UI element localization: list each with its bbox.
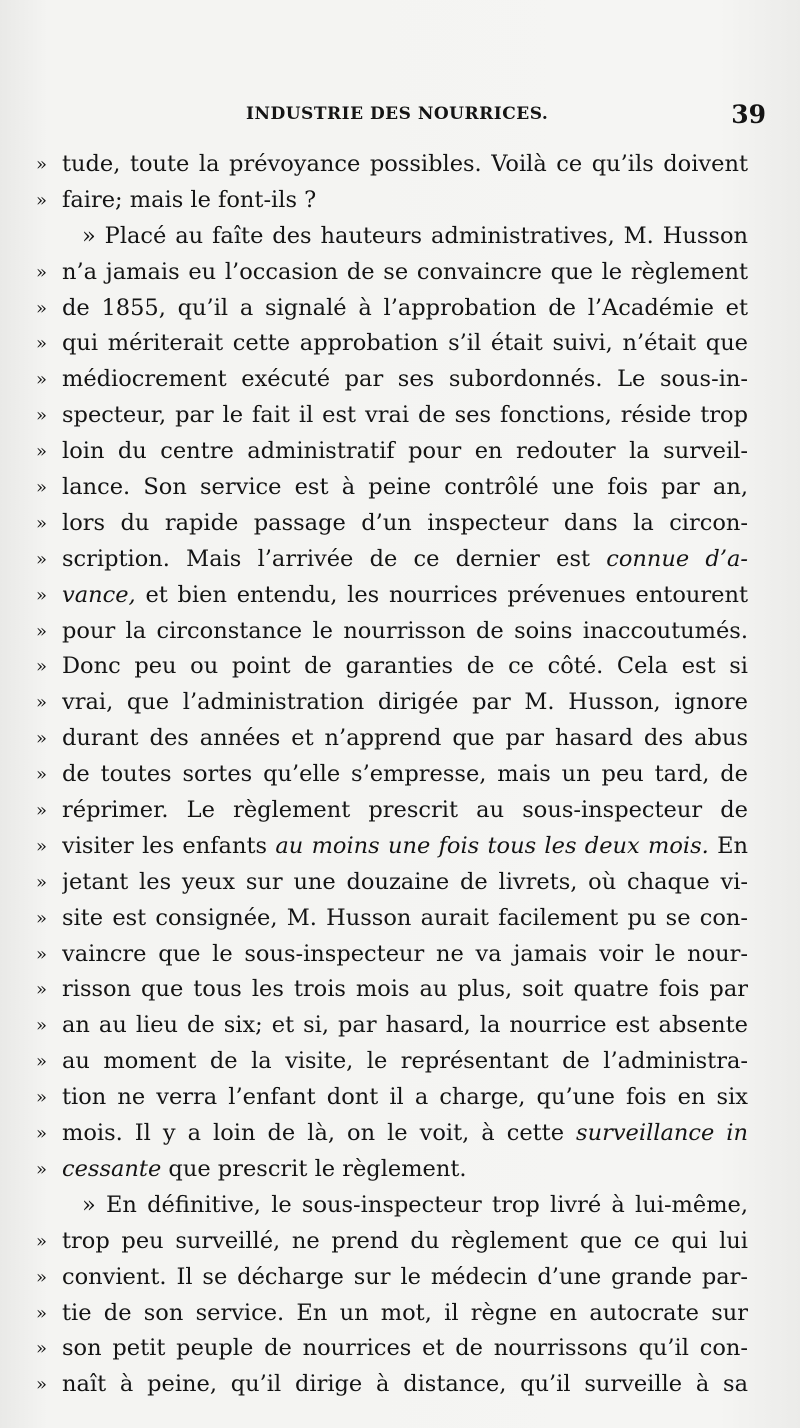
- text-line: [36, 721, 748, 757]
- quote-mark: »: [36, 154, 48, 175]
- text-line: [36, 542, 748, 578]
- text-line: [36, 326, 748, 362]
- quote-mark: »: [36, 692, 48, 714]
- page-header: [36, 100, 766, 134]
- text-line: [36, 1260, 748, 1296]
- text-line: [36, 901, 748, 937]
- quote-mark: »: [36, 1266, 48, 1288]
- line-content: [62, 793, 748, 829]
- text-segment: naît à peine, qu’il dirige à distance, qu’il surveille à sa: [62, 1371, 748, 1398]
- line-content: [62, 1008, 748, 1044]
- quote-mark: »: [36, 764, 48, 786]
- text-line: [36, 1116, 748, 1152]
- line-content: [62, 972, 748, 1008]
- text-segment: scription. Mais l’arrivée de ce dernier est: [62, 545, 607, 572]
- text-line: [36, 147, 748, 183]
- line-content: [62, 1152, 748, 1188]
- line-content: [62, 649, 748, 685]
- text-line: [36, 578, 748, 614]
- text-segment: réprimer. Le règlement prescrit au sous-inspecteur de: [62, 797, 748, 824]
- text-line: [36, 1224, 748, 1260]
- text-line: [36, 219, 748, 255]
- line-content: [62, 1367, 748, 1403]
- text-line: [36, 1044, 748, 1080]
- body-text: [36, 147, 748, 1403]
- line-content: [62, 1296, 748, 1332]
- text-segment: tie de son service. En un mot, il règne en autocrate sur: [62, 1299, 748, 1326]
- text-line: [36, 362, 748, 398]
- text-line: [36, 291, 748, 327]
- text-segment: risson que tous les trois mois au plus, soit quatre fois par: [62, 976, 748, 1003]
- quote-mark: »: [36, 1374, 48, 1396]
- quote-mark: »: [36, 297, 48, 319]
- text-segment: » En définitive, le sous-inspecteur trop livré à lui-même,: [82, 1191, 748, 1218]
- quote-mark: »: [36, 369, 48, 391]
- line-content: [62, 542, 748, 578]
- italic-text: cessante: [62, 1155, 162, 1182]
- italic-text: vance,: [62, 581, 136, 608]
- quote-mark: »: [36, 584, 48, 606]
- quote-mark: »: [36, 1015, 48, 1037]
- text-line: [36, 1331, 748, 1367]
- text-segment: jetant les yeux sur une douzaine de livrets, où chaque vi-: [62, 868, 748, 895]
- line-content: [62, 326, 748, 362]
- running-head: INDUSTRIE DES NOURRICES.: [246, 104, 549, 124]
- quote-mark: »: [36, 1302, 48, 1324]
- quote-mark: »: [36, 261, 48, 283]
- text-segment: n’a jamais eu l’occasion de se convaincre que le règlement: [62, 258, 748, 285]
- text-segment: son petit peuple de nourrices et de nourrissons qu’il con-: [62, 1335, 748, 1362]
- quote-mark: »: [36, 907, 48, 929]
- line-content: [62, 757, 748, 793]
- text-line: [36, 614, 748, 650]
- line-content: [62, 1116, 748, 1152]
- text-segment: convient. Il se décharge sur le médecin d’une grande par-: [62, 1263, 748, 1290]
- text-line: [36, 1008, 748, 1044]
- quote-mark: »: [36, 1087, 48, 1109]
- text-line: [36, 1080, 748, 1116]
- quote-mark: »: [36, 656, 48, 678]
- line-content: [82, 219, 748, 255]
- text-segment: site est consignée, M. Husson aurait facilement pu se con-: [62, 904, 748, 931]
- line-content: [62, 865, 748, 901]
- text-segment: lance. Son service est à peine contrôlé une fois par an,: [62, 474, 748, 501]
- line-content: [62, 1080, 748, 1116]
- quote-mark: »: [36, 405, 48, 427]
- quote-mark: »: [36, 728, 48, 750]
- text-line: [36, 1367, 748, 1403]
- line-content: [62, 721, 748, 757]
- text-line: [36, 255, 748, 291]
- line-content: [62, 1331, 748, 1367]
- line-content: [62, 255, 748, 291]
- line-content: [82, 1188, 748, 1224]
- line-content: [62, 578, 748, 614]
- line-content: [62, 362, 748, 398]
- text-segment: tude, toute la prévoyance possibles. Voilà ce qu’ils doivent: [62, 151, 748, 177]
- quote-mark: »: [36, 943, 48, 965]
- text-line: [36, 398, 748, 434]
- quote-mark: »: [36, 512, 48, 534]
- text-segment: visiter les enfants: [62, 832, 276, 859]
- page-number: 39: [731, 100, 766, 129]
- text-segment: tion ne verra l’enfant dont il a charge, qu’une fois en six: [62, 1084, 748, 1111]
- quote-mark: »: [36, 1230, 48, 1252]
- quote-mark: »: [36, 189, 48, 211]
- line-content: [62, 901, 748, 937]
- quote-mark: »: [36, 1123, 48, 1145]
- text-segment: mois. Il y a loin de là, on le voit, à cette: [62, 1120, 577, 1147]
- text-line: [36, 865, 748, 901]
- text-segment: durant des années et n’apprend que par hasard des abus: [62, 725, 748, 752]
- text-segment: trop peu surveillé, ne prend du règlement que ce qui lui: [62, 1227, 748, 1254]
- text-segment: faire; mais le font-ils ?: [62, 186, 317, 213]
- text-segment: de toutes sortes qu’elle s’empresse, mais un peu tard, de: [62, 761, 748, 788]
- quote-mark: »: [36, 1158, 48, 1180]
- text-line: [36, 937, 748, 973]
- text-line: [36, 506, 748, 542]
- line-content: [62, 183, 748, 219]
- line-content: [62, 506, 748, 542]
- line-content: [62, 937, 748, 973]
- text-line: [36, 685, 748, 721]
- text-segment: loin du centre administratif pour en redouter la surveil-: [62, 438, 748, 465]
- text-line: [36, 1188, 748, 1224]
- quote-mark: »: [36, 1051, 48, 1073]
- italic-text: au moins une fois tous les deux mois.: [275, 832, 709, 859]
- text-line: [36, 434, 748, 470]
- text-line: [36, 972, 748, 1008]
- line-content: [62, 398, 748, 434]
- text-line: [36, 470, 748, 506]
- quote-mark: »: [36, 477, 48, 499]
- text-segment: médiocrement exécuté par ses subordonnés. Le sous-in-: [62, 366, 748, 393]
- line-content: [62, 829, 748, 865]
- text-segment: et bien entendu, les nourrices prévenues entourent: [135, 581, 748, 608]
- text-segment: lors du rapide passage d’un inspecteur dans la circon-: [62, 509, 748, 536]
- text-line: [36, 793, 748, 829]
- quote-mark: »: [36, 441, 48, 463]
- text-segment: qui mériterait cette approbation s’il était suivi, n’était que: [62, 330, 748, 357]
- line-content: [62, 434, 748, 470]
- text-line: [36, 1296, 748, 1332]
- text-segment: vaincre que le sous-inspecteur ne va jamais voir le nour-: [62, 940, 748, 967]
- text-segment: pour la circonstance le nourrisson de soins inaccoutumés.: [62, 617, 748, 644]
- quote-mark: »: [36, 800, 48, 822]
- text-line: [36, 649, 748, 685]
- text-line: [36, 183, 748, 219]
- text-segment: Donc peu ou point de garanties de ce côté. Cela est si: [62, 653, 748, 680]
- quote-mark: »: [36, 620, 48, 642]
- quote-mark: »: [36, 979, 48, 1001]
- quote-mark: »: [36, 1338, 48, 1360]
- line-content: [62, 291, 748, 327]
- text-line: [36, 829, 748, 865]
- text-segment: specteur, par le fait il est vrai de ses fonctions, réside trop: [62, 402, 748, 429]
- text-segment: de 1855, qu’il a signalé à l’approbation de l’Académie et: [62, 294, 748, 321]
- quote-mark: »: [36, 871, 48, 893]
- text-segment: En: [708, 832, 748, 859]
- text-line: [36, 1152, 748, 1188]
- quote-mark: »: [36, 333, 48, 355]
- text-segment: vrai, que l’administration dirigée par M. Husson, ignore: [62, 689, 748, 716]
- text-segment: au moment de la visite, le représentant de l’administra-: [62, 1048, 748, 1075]
- text-line: [36, 757, 748, 793]
- text-segment: » Placé au faîte des hauteurs administratives, M. Husson: [82, 222, 748, 249]
- italic-text: connue d’a-: [606, 545, 748, 572]
- line-content: [62, 470, 748, 506]
- text-segment: que prescrit le règlement.: [161, 1155, 467, 1182]
- quote-mark: »: [36, 835, 48, 857]
- line-content: [62, 614, 748, 650]
- line-content: [62, 147, 748, 183]
- line-content: [62, 685, 748, 721]
- line-content: [62, 1044, 748, 1080]
- text-segment: an au lieu de six; et si, par hasard, la nourrice est absente: [62, 1012, 748, 1039]
- italic-text: surveillance in: [576, 1120, 748, 1147]
- line-content: [62, 1224, 748, 1260]
- line-content: [62, 1260, 748, 1296]
- quote-mark: »: [36, 548, 48, 570]
